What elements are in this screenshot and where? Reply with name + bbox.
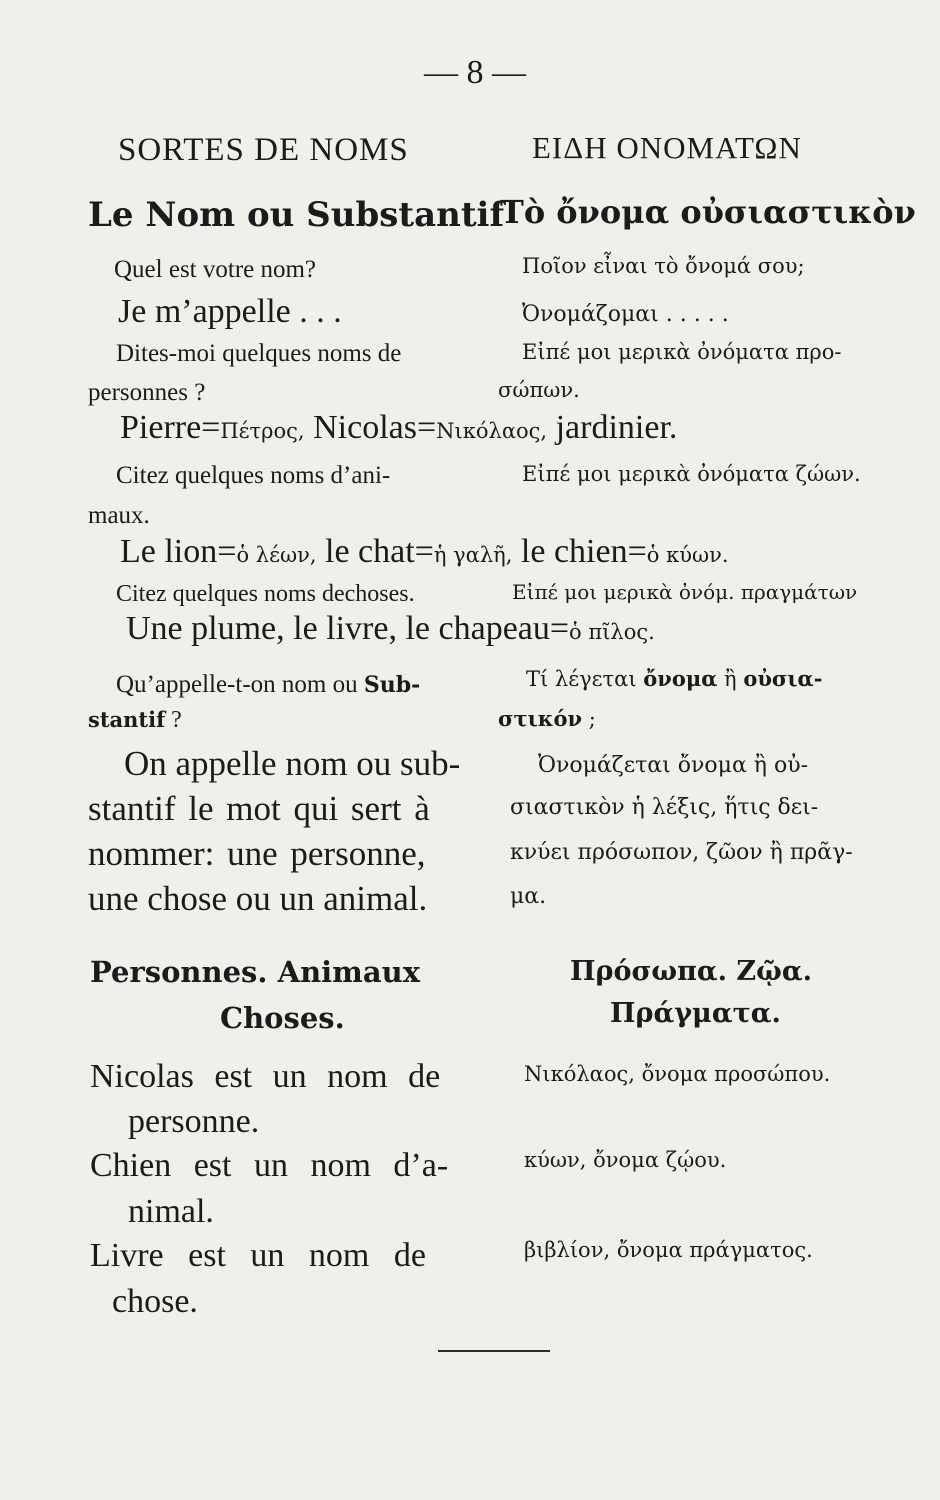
answer-3-chien: le chien= [512,533,647,570]
example-3-greek: βιβλίον, ὄνομα πράγματος. [524,1238,813,1262]
answer-5-french-line-3: nommer: une personne, [88,834,426,873]
answer-3-gale: ἡ γαλῆ, [433,543,513,567]
answer-5-french-line-2: stantif le mot qui sert à [88,789,430,828]
section-title-french: Le Nom ou Substantif [88,195,505,235]
question-4-french: Citez quelques noms dechoses. [116,581,415,607]
heading-greek: ΕΙΔΗ ΟΝΟΜΑΤΩΝ [532,130,802,165]
answer-5-french-line-4: une chose ou un animal. [88,879,428,918]
example-3-french-line-2: chose. [112,1283,198,1320]
question-3-greek: Εἰπέ μοι μερικὰ ὀνόματα ζώων. [522,462,861,486]
answer-5-greek-line-1: Ὀνομάζεται ὄνομα ἢ οὐ- [538,753,809,778]
answer-2-jardinier: jardinier. [547,409,678,446]
answer-5-greek-line-4: μα. [510,884,547,909]
question-5-greek-stikon: στικόν [498,706,583,731]
question-2-french-line-1: Dites-moi quelques noms de [116,340,402,367]
answer-1-french: Je m’appelle . . . [118,293,342,330]
question-5-mark: ? [165,707,182,733]
answer-3-kyon: ὁ κύων. [646,543,729,567]
answer-2-nicolas: Nicolas= [304,409,437,446]
question-5-greek-ousia: οὐσια- [743,666,823,691]
question-5-greek-or: ἢ [717,667,744,691]
answer-5-greek-line-2: σιαστικὸν ἡ λέξις, ἥτις δει- [510,795,819,820]
example-2-greek: κύων, ὄνομα ζῴου. [524,1148,727,1172]
section-2-title-greek-line-2: Πράγματα. [610,998,781,1029]
example-1-french-line-2: personne. [128,1103,260,1140]
example-3-french-line-1: Livre est un nom de [90,1237,426,1274]
question-1-greek: Ποῖον εἶναι τὸ ὄνομά σου; [522,254,805,278]
question-3-french-line-2: maux. [88,502,150,529]
question-5-substantif-bold-2: stantif [88,707,166,732]
example-2-french-line-2: nimal. [128,1193,214,1230]
answer-5-french-line-1: On appelle nom ou sub- [124,744,461,783]
answer-2-line [120,411,677,445]
answer-4-french: Une plume, le livre, le chapeau= [126,610,570,647]
heading-french: SORTES DE NOMS [118,132,409,168]
question-2-greek-line-2: σώπων. [498,378,580,402]
question-4-greek: Εἰπέ μοι μερικὰ ὀνόμ. πραγμάτων [512,580,858,604]
answer-3-line [120,535,729,569]
section-2-title-french-line-1: Personnes. Animaux [90,955,421,989]
question-5-greek-text: Τί λέγεται [526,667,644,691]
answer-2-petros: Πέτρος, [220,419,305,443]
section-2-title-french-line-2: Choses. [220,1001,345,1035]
question-5-greek-line-2 [498,708,596,730]
page-number: — 8 — [424,54,526,91]
question-2-greek-line-1: Εἰπέ μοι μερικὰ ὀνόματα προ- [522,340,842,364]
answer-3-leon: ὁ λέων, [236,543,317,567]
answer-2-pierre: Pierre= [120,409,221,446]
answer-4-line [126,612,655,646]
example-1-greek: Νικόλαος, ὄνομα προσώπου. [524,1062,831,1086]
answer-4-pilos: ὁ πῖλος. [569,620,655,644]
question-5-substantif-bold-1: Sub- [363,672,421,698]
answer-3-chat: le chat= [316,533,434,570]
answer-3-lion: Le lion= [120,533,237,570]
question-5-french-text: Qu’appelle-t-on nom ou [116,671,364,698]
question-5-greek-mark: ; [582,707,596,731]
question-3-french-line-1: Citez quelques noms d’ani- [116,462,391,489]
question-5-french-line-1 [116,672,420,697]
question-5-greek-line-1 [526,668,822,690]
answer-2-nikolaos: Νικόλαος, [436,419,548,443]
example-1-french-line-1: Nicolas est un nom de [90,1058,441,1095]
bottom-rule [438,1350,550,1352]
question-5-greek-onoma: ὄνομα [643,666,718,691]
section-2-title-greek-line-1: Πρόσωπα. Ζῷα. [570,956,813,987]
answer-1-greek: Ὀνομάζομαι . . . . . [522,302,729,327]
question-5-french-line-2 [88,708,182,732]
example-2-french-line-1: Chien est un nom d’a- [90,1147,449,1184]
answer-5-greek-line-3: κνύει πρόσωπον, ζῶον ἢ πρᾶγ- [510,840,853,865]
question-1-french: Quel est votre nom? [114,256,317,283]
question-2-french-line-2: personnes ? [88,379,206,406]
section-title-greek: Τὸ ὄνομα οὐσιαστικὸν [500,193,916,231]
